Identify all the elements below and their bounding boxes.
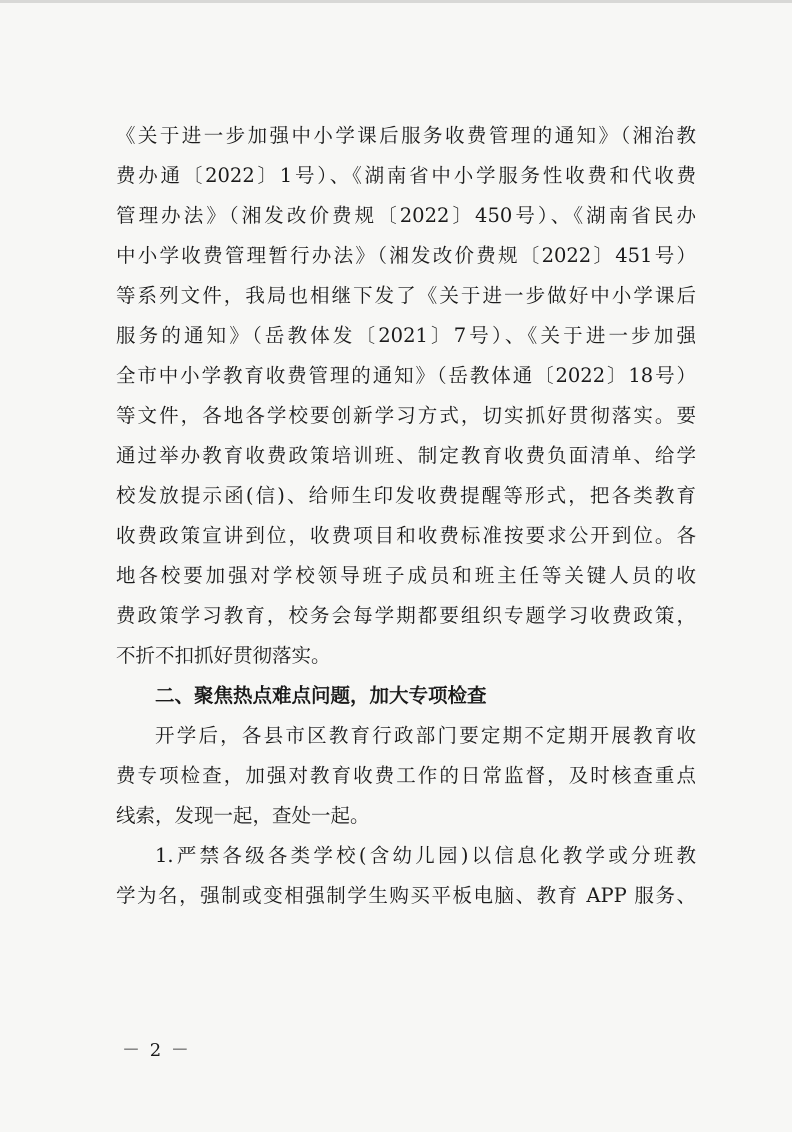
body-line: 通过举办教育收费政策培训班、制定教育收费负面清单、给学 [116,444,696,467]
body-line: 等文件，各地各学校要创新学习方式，切实抓好贯彻落实。要 [116,404,696,427]
body-line: 地各校要加强对学校领导班子成员和班主任等关键人员的收 [116,564,696,587]
body-line: 开学后，各县市区教育行政部门要定期不定期开展教育收 [155,724,696,747]
body-line: 费政策学习教育，校务会每学期都要组织专题学习收费政策， [116,604,696,627]
body-line: 费专项检查，加强对教育收费工作的日常监督，及时核查重点 [116,764,696,787]
page-top-edge [0,0,792,3]
page-number: － 2 － [122,1040,191,1061]
body-line: 学为名，强制或变相强制学生购买平板电脑、教育 APP 服务、 [116,884,696,907]
body-line: 全市中小学教育收费管理的通知》（岳教体通〔2022〕18号） [116,364,696,387]
body-line: 《关于进一步加强中小学课后服务收费管理的通知》（湘治教 [116,124,696,147]
body-line: 中小学收费管理暂行办法》（湘发改价费规〔2022〕451号） [116,244,696,267]
body-line: 线索，发现一起，查处一起。 [116,804,370,827]
body-line: 费办通〔2022〕1号）、《湖南省中小学服务性收费和代收费 [116,164,696,187]
body-line: 1.严禁各级各类学校(含幼儿园)以信息化教学或分班教 [155,844,696,867]
document-body [116,116,696,916]
body-line: 校发放提示函(信)、给师生印发收费提醒等形式，把各类教育 [116,484,696,507]
body-line: 等系列文件，我局也相继下发了《关于进一步做好中小学课后 [116,284,696,307]
body-line: 不折不扣抓好贯彻落实。 [116,644,331,667]
body-line: 收费政策宣讲到位，收费项目和收费标准按要求公开到位。各 [116,524,696,547]
section-heading: 二、聚焦热点难点问题，加大专项检查 [155,684,487,707]
body-line: 管理办法》（湘发改价费规〔2022〕450号）、《湖南省民办 [116,204,696,227]
body-line: 服务的通知》（岳教体发〔2021〕7号）、《关于进一步加强 [116,324,696,347]
